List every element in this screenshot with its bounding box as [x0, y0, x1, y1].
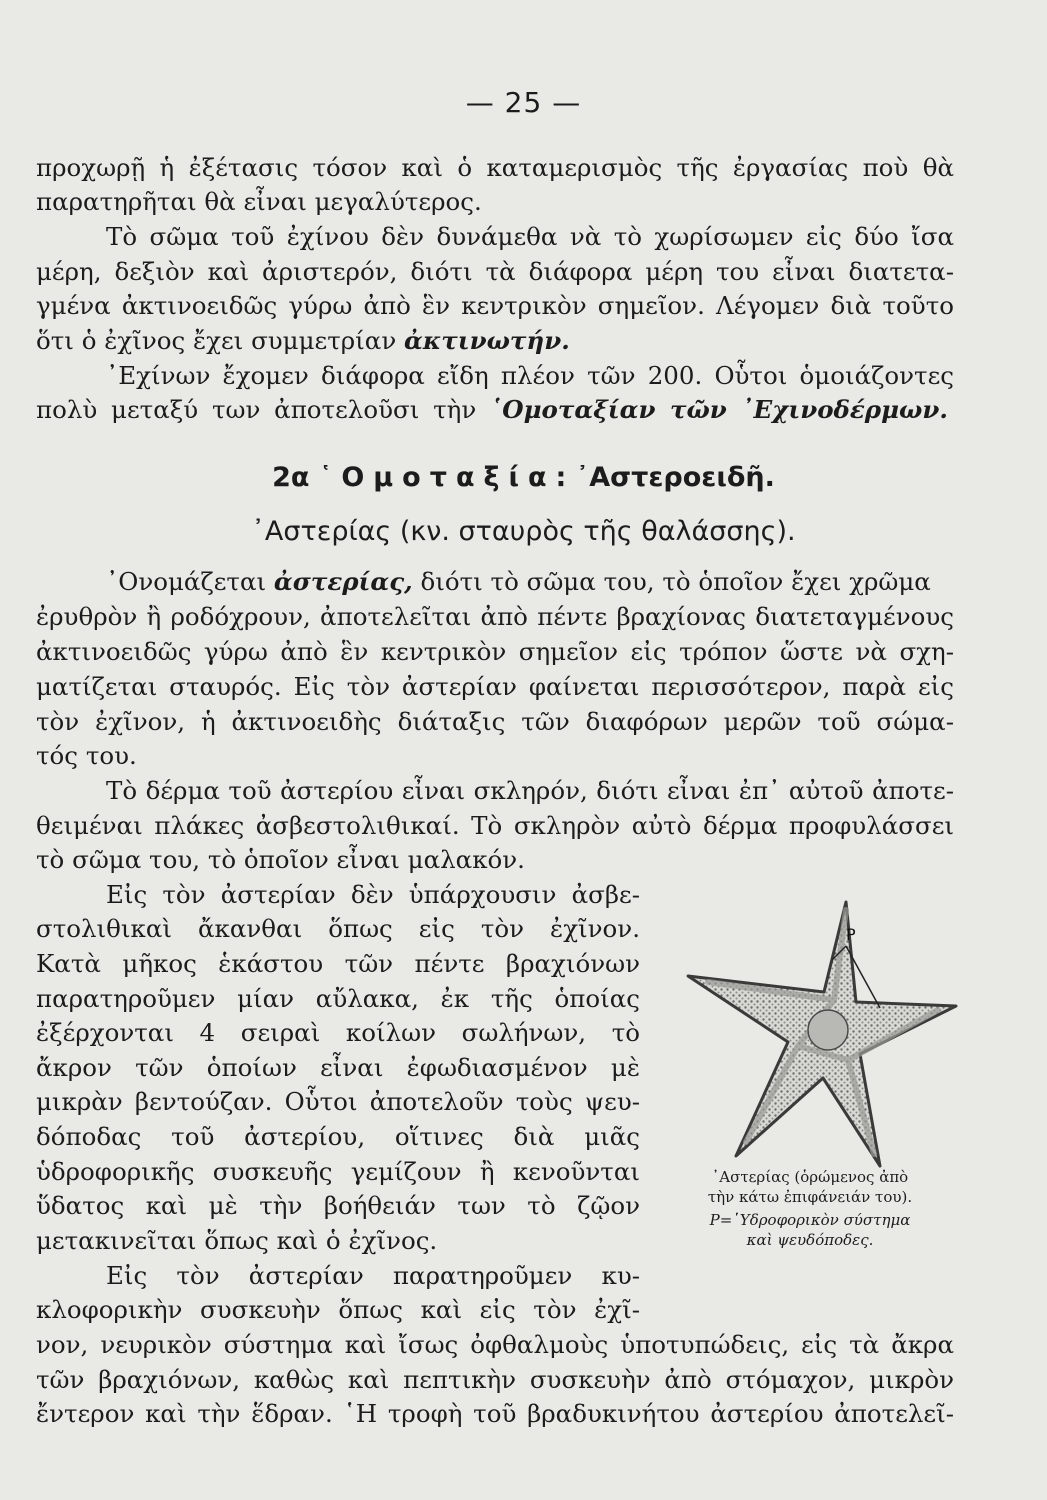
figure-caption: τὴν κάτω ἐπιφάνειάν του). [707, 1188, 913, 1206]
heading-word: ῾Ομοταξία [318, 462, 556, 493]
text-span: πολὺ μεταξύ των ἀποτελοῦσι τὴν [36, 395, 491, 424]
emphasis-term: ἀκτινωτήν. [404, 326, 570, 355]
text-line: μετακινεῖται ὅπως καὶ ὁ ἐχῖνος. [36, 1226, 438, 1255]
text-line: ᾿Εχίνων ἔχομεν διάφορα εἴδη πλέον τῶν 200. Οὗτοι ὁμοιάζοντες [106, 361, 954, 390]
text-line: ὕδατος καὶ μὲ τὴν βοήθειάν των τὸ ζῷον [36, 1191, 640, 1220]
text-line: Τὸ δέρμα τοῦ ἀστερίου εἶναι σκληρόν, διότι εἶναι ἐπ᾿ αὐτοῦ ἀποτε- [106, 776, 954, 805]
text-line: Εἰς τὸν ἀστερίαν παρατηροῦμεν κυ- [106, 1261, 640, 1290]
text-line: ὑδροφορικῆς συσκευῆς γεμίζουν ἢ κενοῦνται [36, 1157, 640, 1186]
text-line: Εἰς τὸν ἀστερίαν δὲν ὑπάρχουσιν ἀσβε- [106, 880, 640, 909]
heading-number: 2α [272, 462, 310, 493]
text-line: Τὸ σῶμα τοῦ ἐχίνου δὲν δυνάμεθα νὰ τὸ χωρίσωμεν εἰς δύο ἴσα [106, 222, 954, 251]
text-line: τὸν ἐχῖνον, ἡ ἀκτινοειδὴς διάταξις τῶν διαφόρων μερῶν τοῦ σώμα- [36, 707, 954, 736]
page-number: — 25 — [465, 86, 582, 119]
text-line: τὸ σῶμα του, τὸ ὁποῖον εἶναι μαλακόν. [36, 845, 525, 874]
subsection-heading: ᾿Αστερίας (κν. σταυρὸς τῆς θαλάσσης). [251, 516, 796, 547]
figure-label-p: P [846, 925, 856, 944]
emphasis-term: ἀστερίας, [273, 567, 413, 596]
text-line: προχωρῇ ἡ ἐξέτασις τόσον καὶ ὁ καταμερισμὸς τῆς ἐργασίας ποὺ θὰ [36, 153, 954, 182]
heading-rest: : ᾿Αστεροειδῆ. [555, 462, 775, 493]
text-line: θειμέναι πλάκες ἀσβεστολιθικαί. Τὸ σκληρὸν αὐτὸ δέρμα προφυλάσσει [36, 811, 954, 840]
text-line: ἔντερον καὶ τὴν ἕδραν. ῾Η τροφὴ τοῦ βραδυκινήτου ἀστερίου ἀποτελεῖ- [36, 1399, 954, 1428]
text-line: μικρὰν βεντούζαν. Οὗτοι ἀποτελοῦν τοὺς ψευ- [36, 1087, 640, 1116]
text-line: ἐρυθρὸν ἢ ροδόχρουν, ἀποτελεῖται ἀπὸ πέντε βραχίονας διατεταγμένους [36, 602, 954, 631]
text-line: παρατηρῆται θὰ εἶναι μεγαλύτερος. [36, 187, 482, 216]
text-line: μέρη, δεξιὸν καὶ ἀριστερόν, διότι τὰ διάφορα μέρη του εἶναι διατετα- [36, 257, 954, 286]
text-line: δόποδας τοῦ ἀστερίου, οἵτινες διὰ μιᾶς [36, 1122, 640, 1151]
figure-caption: ᾿Αστερίας (ὁρώμενος ἀπὸ [711, 1168, 909, 1186]
text-span: ᾿Ονομάζεται [106, 567, 274, 596]
starfish-illustration [648, 880, 968, 1180]
text-line: γμένα ἀκτινοειδῶς γύρω ἀπὸ ἓν κεντρικὸν σημεῖον. Λέγομεν διὰ τοῦτο [36, 291, 954, 320]
text-span: ὅτι ὁ ἐχῖνος ἔχει συμμετρίαν [36, 326, 405, 355]
text-line: τός του. [36, 741, 137, 770]
text-line: ἄκρον τῶν ὁποίων εἶναι ἐφωδιασμένον μὲ [36, 1053, 640, 1082]
text-line [106, 567, 931, 596]
text-line: στολιθικαὶ ἄκανθαι ὅπως εἰς τὸν ἐχῖνον. [36, 914, 640, 943]
text-line: ματίζεται σταυρός. Εἰς τὸν ἀστερίαν φαίνεται περισσότερον, παρὰ εἰς [36, 672, 954, 701]
text-line: ἀκτινοειδῶς γύρω ἀπὸ ἓν κεντρικὸν σημεῖον εἰς τρόπον ὥστε νὰ σχη- [36, 637, 954, 666]
text-line: νον, νευρικὸν σύστημα καὶ ἴσως ὀφθαλμοὺς ὑποτυπώδεις, εἰς τὰ ἄκρα [36, 1330, 954, 1359]
text-span: διότι τὸ σῶμα του, τὸ ὁποῖον ἔχει χρῶμα [412, 567, 931, 596]
section-text [36, 0, 956, 1500]
emphasis-term: ῾Ομοταξίαν τῶν ᾿Εχινοδέρμων. [490, 395, 948, 424]
figure-caption: καὶ ψευδόποδες. [746, 1231, 874, 1249]
text-line: Κατὰ μῆκος ἑκάστου τῶν πέντε βραχιόνων [36, 949, 640, 978]
text-line: παρατηροῦμεν μίαν αὔλακα, ἐκ τῆς ὁποίας [36, 984, 640, 1013]
figure-caption: P=῾Υδροφορικὸν σύστημα [709, 1211, 911, 1229]
text-line: τῶν βραχιόνων, καθὼς καὶ πεπτικὴν συσκευὴν ἀπὸ στόμαχον, μικρὸν [36, 1365, 954, 1394]
central-disc [808, 1010, 848, 1050]
text-line: κλοφορικὴν συσκευὴν ὅπως καὶ εἰς τὸν ἐχῖ- [36, 1295, 640, 1324]
text-line: ἐξέρχονται 4 σειραὶ κοίλων σωλήνων, τὸ [36, 1018, 640, 1047]
